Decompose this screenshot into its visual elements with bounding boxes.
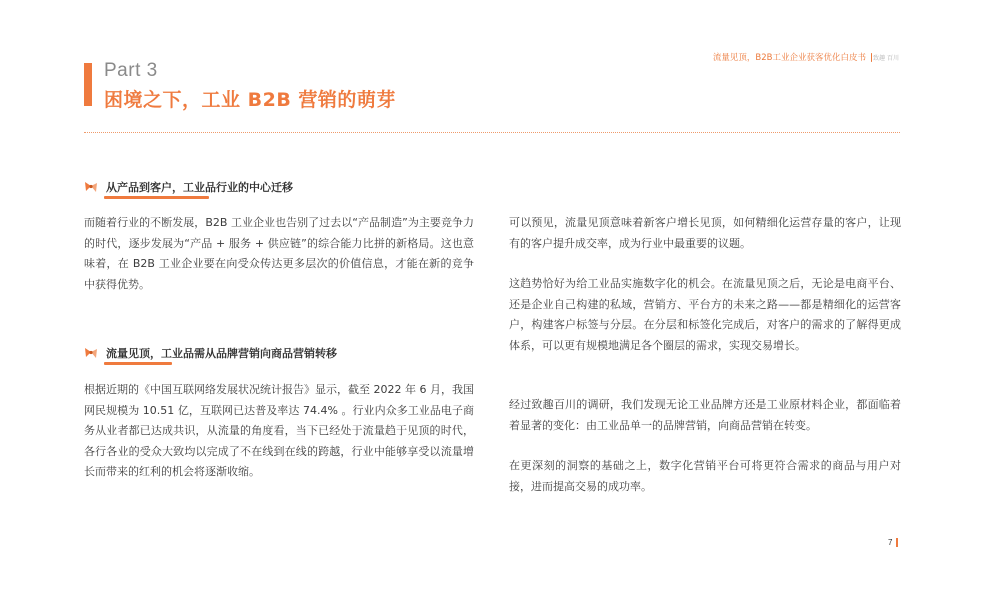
brand-logo [871, 52, 899, 63]
section-paragraph: 根据近期的《中国互联网络发展状况统计报告》显示，截至 2022 年 6 月，我国网民规模为 10.51 亿，互联网已达普及率达 74.4% 。行业内众多工业品电子商务从业者都已达成共识，从流量的角度看，当下已经处于流量趋于见顶的时代，各行各业的受众大致均以完成了不在线到在线的跨越，行业中能够享受以流量增长而带来的红利的机会将逐渐收缩。 [84, 383, 474, 478]
section-title: 流量见顶，工业品需从品牌营销向商品营销转移 [106, 347, 337, 360]
right-paragraph-2: 这趋势恰好为给工业品实施数字化的机会。在流量见顶之后，无论是电商平台、还是企业自己构建的私域，营销方、平台方的未来之路——都是精细化的运营客户，构建客户标签与分层。在分层和标签化完成后，对客户的需求的了解得更成体系，可以更有规模地满足各个圈层的需求，实现交易增长。 [509, 277, 901, 352]
page-number-text: 7 [888, 538, 893, 547]
running-header [713, 51, 899, 63]
right-paragraph-3: 经过致趣百川的调研，我们发现无论工业品牌方还是工业原材料企业，都面临着着显著的变化：由工业品单一的品牌营销，向商品营销在转变。 [509, 398, 901, 432]
section-heading-2 [84, 345, 337, 361]
section-title: 从产品到客户，工业品行业的中心迁移 [106, 181, 293, 194]
page-number-mark [896, 538, 898, 547]
part-label: Part 3 [104, 60, 158, 81]
part-title: 困境之下，工业 B2B 营销的萌芽 [104, 89, 396, 111]
book-title: 流量见顶，B2B工业企业获客优化白皮书 [712, 53, 866, 63]
dotted-divider [84, 132, 900, 133]
bow-tie-icon [84, 180, 98, 194]
page-number [888, 538, 898, 547]
right-paragraph-4: 在更深刻的洞察的基础之上，数字化营销平台可将更符合需求的商品与用户对接，进而提高交易的成功率。 [509, 459, 901, 493]
right-paragraph-1: 可以预见，流量见顶意味着新客户增长见顶，如何精细化运营存量的客户，让现有的客户提升成交率，成为行业中最重要的议题。 [509, 216, 901, 250]
section-underline [104, 362, 172, 365]
section-paragraph: 而随着行业的不断发展，B2B 工业企业也告别了过去以“产品制造”为主要竞争力的时代，逐步发展为“产品 + 服务 + 供应链”的综合能力比拼的新格局。这也意味着，在 B2B 工业企业要在向受众传达更多层次的价值信息，才能在新的竞争中获得优势。 [84, 216, 474, 291]
bow-tie-icon [84, 346, 98, 360]
part-accent-bar [84, 63, 92, 106]
section-heading-1 [84, 179, 293, 195]
section-underline [104, 196, 209, 199]
logo-text: 致趣 百川 [873, 54, 899, 62]
